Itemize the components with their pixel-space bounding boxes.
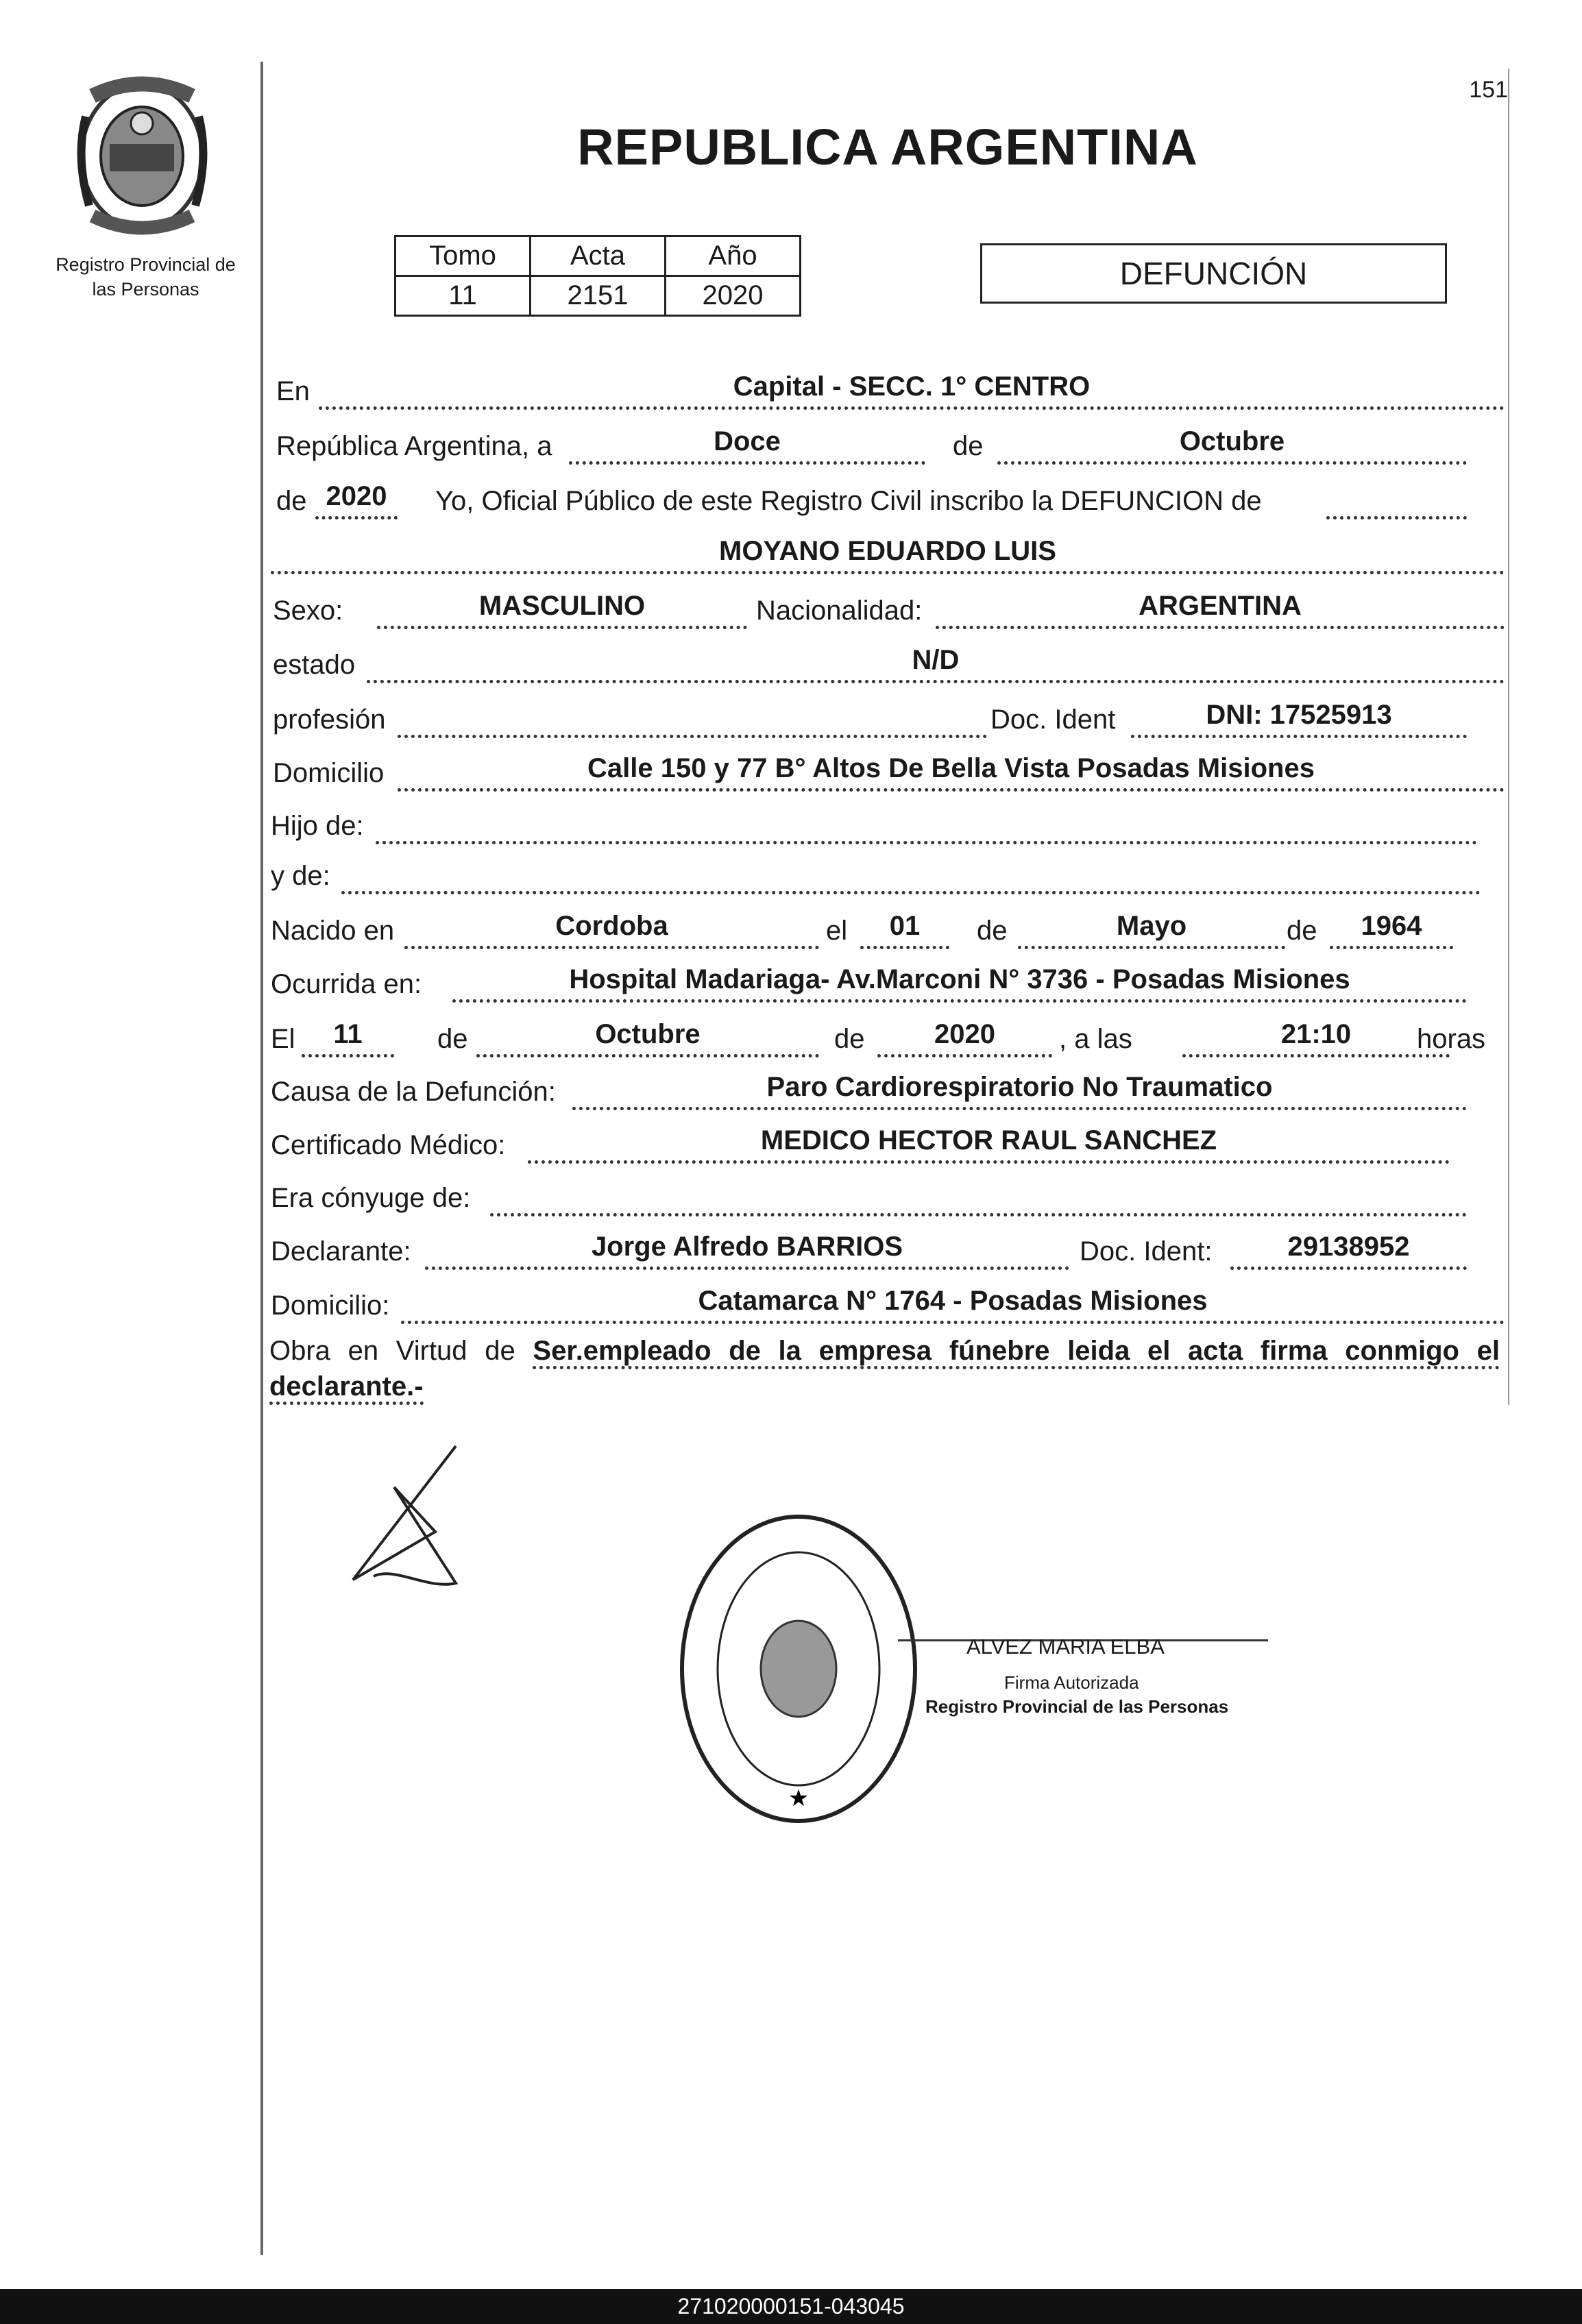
margin-line: [260, 62, 263, 2255]
nacido-label: Nacido en: [271, 916, 395, 946]
death-de-label-2: de: [834, 1024, 865, 1054]
province-seal-logo: [72, 75, 212, 236]
tomo-value: 11: [396, 276, 531, 316]
causa-value: Paro Cardiorespiratorio No Traumatico: [572, 1067, 1467, 1110]
obra-value: Ser.empleado de la empresa fúnebre leida el acta firma conmigo el declarante.-: [269, 1336, 1500, 1405]
anio-header: Año: [666, 236, 801, 276]
death-year: 2020: [877, 1014, 1052, 1057]
row-domicilio: [271, 750, 1505, 792]
year-value: 2020: [315, 476, 398, 519]
row-causa: [271, 1069, 1505, 1110]
barcode-strip: [0, 2289, 1582, 2324]
obra-label: Obra en Virtud de: [269, 1336, 515, 1366]
certificado-value: MEDICO HECTOR RAUL SANCHEZ: [528, 1121, 1450, 1164]
row-declarante: [271, 1229, 1505, 1270]
page-number: 151: [1469, 77, 1508, 103]
sexo-value: MASCULINO: [377, 586, 747, 629]
hijo-label: Hijo de:: [271, 811, 364, 841]
nacionalidad-value: ARGENTINA: [936, 586, 1505, 629]
yo-text: Yo, Oficial Público de este Registro Civil inscribo la DEFUNCION de: [435, 486, 1262, 516]
row-hijo: [271, 803, 1477, 844]
acta-value: 2151: [531, 276, 666, 316]
birth-day: 01: [860, 906, 949, 949]
birth-de-label-2: de: [1287, 916, 1317, 946]
row-ocurrida: [271, 962, 1505, 1003]
row-profesion: [271, 697, 1505, 738]
alas-label: , a las: [1059, 1024, 1132, 1054]
row-decl-domicilio: [271, 1283, 1505, 1324]
conyuge-value: [490, 1173, 1467, 1216]
acta-header: Acta: [531, 236, 666, 276]
en-value: Capital - SECC. 1° CENTRO: [319, 367, 1505, 410]
month-value: Octubre: [997, 421, 1467, 465]
record-type-box: DEFUNCIÓN: [980, 243, 1447, 304]
issuer-caption: [27, 252, 264, 302]
svg-text:★: ★: [788, 1785, 810, 1812]
declarante-label: Declarante:: [271, 1236, 411, 1267]
el-label: el: [826, 916, 848, 946]
ocurrida-label: Ocurrida en:: [271, 969, 422, 999]
nacido-value: Cordoba: [404, 906, 819, 949]
decl-domicilio-value: Catamarca N° 1764 - Posadas Misiones: [401, 1281, 1505, 1324]
profesion-label: profesión: [273, 705, 386, 735]
profesion-value: [398, 695, 987, 738]
row-sexo: [271, 588, 1505, 629]
domicilio-label: Domicilio: [273, 758, 385, 788]
declarante-value: Jorge Alfredo BARRIOS: [425, 1227, 1069, 1270]
row-republica: [271, 424, 1505, 465]
decl-domicilio-label: Domicilio:: [271, 1291, 390, 1321]
yde-value: [341, 851, 1481, 894]
death-time: 21:10: [1182, 1014, 1450, 1057]
en-label: En: [276, 376, 310, 406]
row-nacido: [271, 908, 1505, 949]
tomo-header: Tomo: [396, 236, 531, 276]
issuer-line1: Registro Provincial de: [56, 254, 236, 275]
horas-label: horas: [1417, 1024, 1486, 1054]
decl-doc-value: 29138952: [1230, 1227, 1467, 1270]
signer-role: Firma Autorizada: [1004, 1672, 1139, 1693]
republica-label: República Argentina, a: [276, 431, 552, 461]
el-upper-label: El: [271, 1024, 295, 1054]
domicilio-value: Calle 150 y 77 B° Altos De Bella Vista Posadas Misiones: [398, 748, 1505, 792]
barcode-text: 271020000151-043045: [677, 2294, 905, 2319]
issuer-line2: las Personas: [92, 279, 199, 299]
yde-label: y de:: [271, 861, 330, 891]
conyuge-label: Era cónyuge de:: [271, 1183, 471, 1213]
anio-value: 2020: [666, 276, 801, 316]
hijo-value: [376, 801, 1477, 844]
page-title: REPUBLICA ARGENTINA: [577, 119, 1198, 175]
deceased-name: MOYANO EDUARDO LUIS: [271, 531, 1505, 574]
yo-trailing-line: [1326, 476, 1467, 519]
ocurrida-value: Hospital Madariaga- Av.Marconi N° 3736 - Posadas Misiones: [452, 959, 1467, 1003]
de-label: de: [953, 431, 984, 461]
day-value: Doce: [569, 421, 925, 465]
row-death-date: [271, 1016, 1505, 1057]
row-certificado: [271, 1123, 1505, 1164]
declarant-signature: [346, 1443, 470, 1600]
record-table: [394, 235, 801, 317]
decl-doc-label: Doc. Ident:: [1080, 1236, 1213, 1267]
row-yde: [271, 853, 1481, 894]
de-label-2: de: [276, 486, 307, 516]
death-de-label-1: de: [437, 1024, 468, 1054]
right-margin-line: [1508, 69, 1509, 1405]
birth-year: 1964: [1330, 906, 1453, 949]
birth-de-label-1: de: [977, 916, 1008, 946]
row-year: [271, 478, 1505, 519]
estado-label: estado: [273, 650, 356, 680]
estado-value: N/D: [367, 640, 1505, 683]
signer-org: Registro Provincial de las Personas: [925, 1696, 1229, 1717]
doc-ident-value: DNI: 17525913: [1131, 695, 1467, 738]
signer-name: ALVEZ MARIA ELBA: [966, 1635, 1165, 1659]
doc-ident-label: Doc. Ident: [990, 705, 1116, 735]
birth-month: Mayo: [1018, 906, 1285, 949]
official-stamp: [675, 1511, 925, 1826]
row-estado: [271, 642, 1505, 683]
certificado-label: Certificado Médico:: [271, 1130, 506, 1160]
causa-label: Causa de la Defunción:: [271, 1077, 556, 1107]
death-day: 11: [302, 1014, 394, 1057]
nacionalidad-label: Nacionalidad:: [756, 596, 923, 626]
row-conyuge: [271, 1175, 1505, 1216]
row-name: [271, 533, 1505, 574]
row-en: [271, 369, 1505, 410]
death-month: Octubre: [476, 1014, 819, 1057]
sexo-label: Sexo:: [273, 596, 343, 626]
obra-paragraph: [269, 1333, 1500, 1404]
